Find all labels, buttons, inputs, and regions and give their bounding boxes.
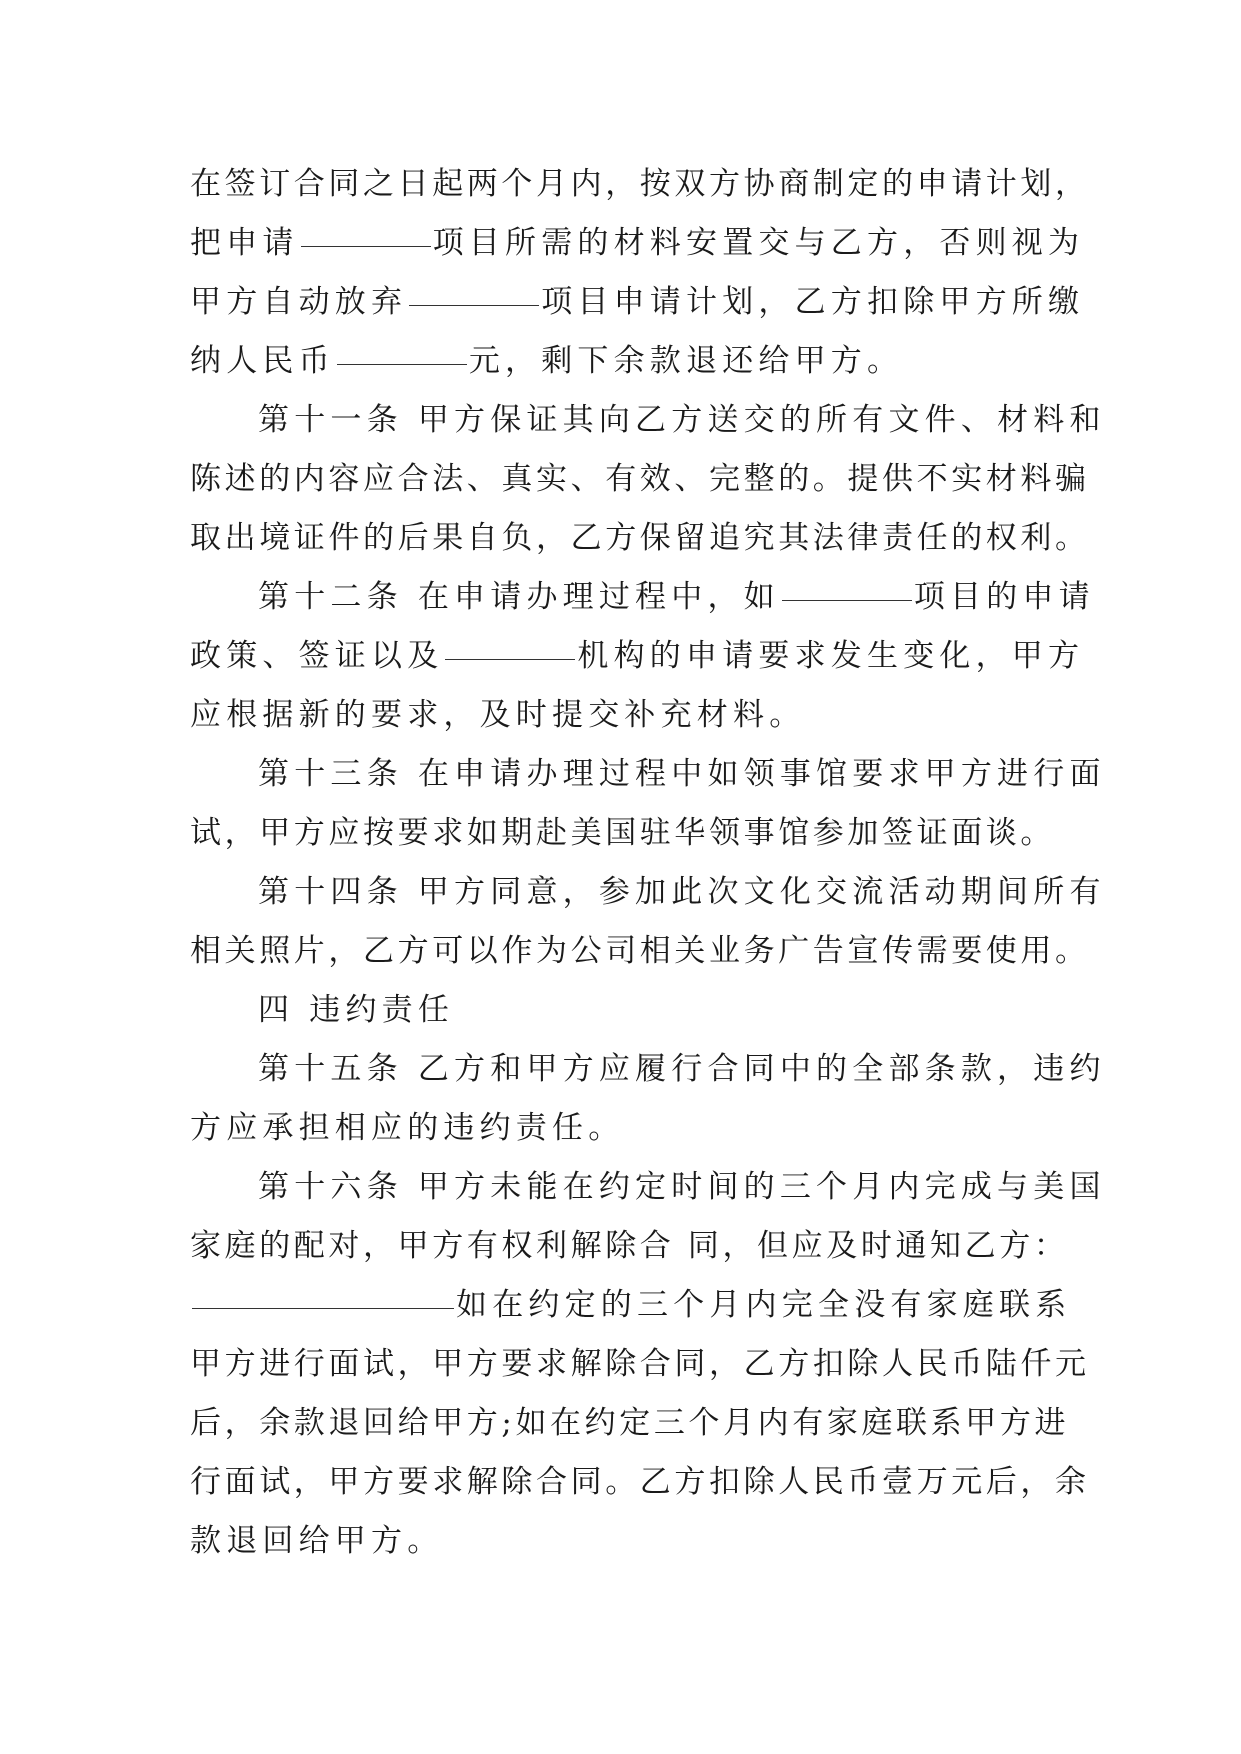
text-line — [190, 1453, 1090, 1512]
text-segment: 试，甲方应按要求如期赴美国驻华领事馆参加签证面谈。 — [190, 815, 1055, 851]
article-15-heading-line — [190, 1040, 1106, 1099]
text-line — [190, 332, 1060, 391]
fill-in-blank — [192, 1307, 454, 1309]
text-segment: 四 违约责任 — [258, 992, 455, 1028]
article-11-heading-line — [190, 391, 1106, 450]
text-line — [190, 1276, 1072, 1335]
text-segment: 第十四条 甲方同意，参加此次文化交流活动期间所有 — [258, 874, 1106, 910]
text-line — [190, 509, 1090, 568]
text-line — [190, 686, 1060, 745]
text-line — [190, 1512, 1060, 1571]
contract-body — [190, 155, 1106, 1571]
fill-in-blank — [337, 363, 467, 365]
text-segment: 应根据新的要求，及时提交补充材料。 — [190, 697, 806, 733]
text-line — [190, 214, 1085, 273]
text-segment: 第十六条 甲方未能在约定时间的三个月内完成与美国 — [258, 1169, 1106, 1205]
article-12-heading-line — [190, 568, 1095, 627]
text-segment: 行面试，甲方要求解除合同。乙方扣除人民币壹万元后，余 — [190, 1464, 1090, 1500]
text-line — [190, 1099, 1060, 1158]
text-segment: 甲方进行面试，甲方要求解除合同，乙方扣除人民币陆仟元 — [190, 1346, 1090, 1382]
text-segment: 政策、签证以及 — [190, 638, 444, 674]
text-line — [190, 1394, 1070, 1453]
text-segment: 款退回给甲方。 — [190, 1523, 444, 1559]
text-segment: 家庭的配对，甲方有权利解除合 同，但应及时通知乙方： — [190, 1228, 1069, 1264]
text-line — [190, 627, 1085, 686]
text-segment: 取出境证件的后果自负，乙方保留追究其法律责任的权利。 — [190, 520, 1090, 556]
text-line — [190, 273, 1085, 332]
fill-in-blank — [445, 658, 575, 660]
text-segment: 项目所需的材料安置交与乙方，否则视为 — [432, 225, 1085, 261]
text-segment: 甲方自动放弃 — [190, 284, 408, 320]
fill-in-blank — [409, 304, 539, 306]
article-14-heading-line — [190, 863, 1106, 922]
text-line — [190, 155, 1090, 214]
text-segment: 在签订合同之日起两个月内，按双方协商制定的申请计划， — [190, 166, 1090, 202]
text-segment: 把申请 — [190, 225, 299, 261]
article-16-heading-line — [190, 1158, 1106, 1217]
section-heading — [190, 981, 1060, 1040]
text-line — [190, 922, 1090, 981]
text-segment: 如在约定的三个月内完全没有家庭联系 — [456, 1287, 1072, 1323]
text-segment: 陈述的内容应合法、真实、有效、完整的。提供不实材料骗 — [190, 461, 1090, 497]
text-segment: 后，余款退回给甲方;如在约定三个月内有家庭联系甲方进 — [190, 1405, 1070, 1441]
article-13-heading-line — [190, 745, 1106, 804]
text-segment: 元，剩下余款退还给甲方。 — [468, 343, 904, 379]
text-segment: 第十一条 甲方保证其向乙方送交的所有文件、材料和 — [258, 402, 1106, 438]
text-line — [190, 1217, 1069, 1276]
fill-in-blank — [301, 245, 431, 247]
text-segment: 第十二条 在申请办理过程中，如 — [258, 579, 780, 615]
text-line — [190, 804, 1060, 863]
text-line — [190, 450, 1090, 509]
text-segment: 项目的申请 — [913, 579, 1095, 615]
text-segment: 纳人民币 — [190, 343, 335, 379]
text-segment: 第十三条 在申请办理过程中如领事馆要求甲方进行面 — [258, 756, 1106, 792]
text-segment: 方应承担相应的违约责任。 — [190, 1110, 625, 1146]
text-segment: 相关照片，乙方可以作为公司相关业务广告宣传需要使用。 — [190, 933, 1090, 969]
text-segment: 机构的申请要求发生变化，甲方 — [577, 638, 1085, 674]
text-segment: 项目申请计划，乙方扣除甲方所缴 — [541, 284, 1085, 320]
text-line — [190, 1335, 1090, 1394]
text-segment: 第十五条 乙方和甲方应履行合同中的全部条款，违约 — [258, 1051, 1106, 1087]
fill-in-blank — [782, 599, 912, 601]
